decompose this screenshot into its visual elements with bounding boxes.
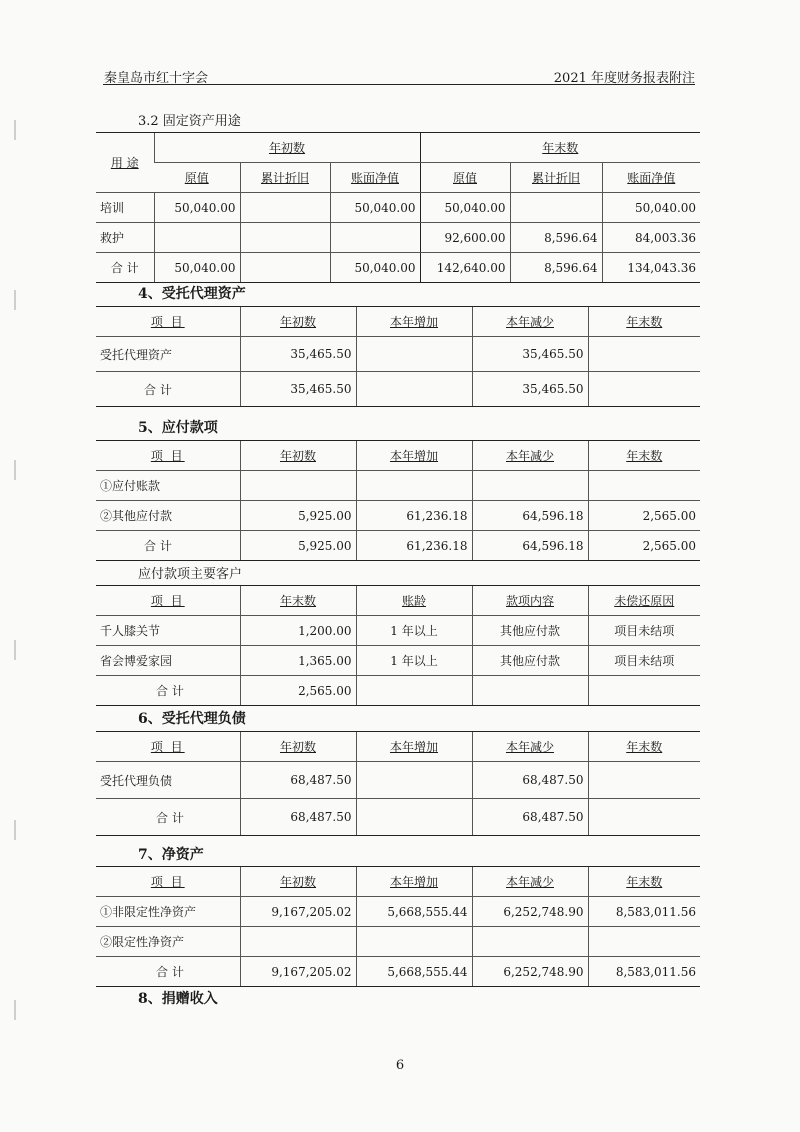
fixed-asset-use-table xyxy=(96,132,700,283)
section-title-3-2: 3.2 固定资产用途 xyxy=(138,114,241,129)
row-label: 合 计 xyxy=(96,957,240,987)
col-header: 账面净值 xyxy=(602,163,700,193)
row-label: 合 计 xyxy=(96,372,240,407)
col-header: 年末数 xyxy=(588,867,700,897)
table-row xyxy=(96,927,700,957)
cell-value xyxy=(588,676,700,706)
page-number: 6 xyxy=(395,1058,405,1073)
cell-value xyxy=(356,762,472,799)
cell-value: 50,040.00 xyxy=(602,193,700,223)
section-title-6: 6、受托代理负债 xyxy=(138,711,246,727)
cell-value: 50,040.00 xyxy=(154,253,240,283)
cell-value: 其他应付款 xyxy=(472,616,588,646)
col-header: 账面净值 xyxy=(330,163,420,193)
cell-value xyxy=(240,253,330,283)
cell-value: 2,565.00 xyxy=(588,501,700,531)
col-header: 项 目 xyxy=(96,441,240,471)
cell-value: 64,596.18 xyxy=(472,501,588,531)
col-header: 年末数 xyxy=(240,586,356,616)
table-total-row xyxy=(96,372,700,407)
col-header: 年初数 xyxy=(240,732,356,762)
cell-value: 68,487.50 xyxy=(240,762,356,799)
table-header-row xyxy=(96,133,700,163)
header-org: 秦皇岛市红十字会 xyxy=(104,71,209,86)
cell-value: 50,040.00 xyxy=(420,193,510,223)
col-group-begin: 年初数 xyxy=(154,133,420,163)
row-label: 千人膝关节 xyxy=(96,616,240,646)
cell-value xyxy=(588,372,700,407)
scan-margin-mark xyxy=(14,640,16,660)
cell-value: 6,252,748.90 xyxy=(472,957,588,987)
cell-value xyxy=(240,193,330,223)
cell-value xyxy=(588,799,700,836)
scan-margin-mark xyxy=(14,820,16,840)
table-row xyxy=(96,646,700,676)
cell-value: 其他应付款 xyxy=(472,646,588,676)
cell-value: 8,583,011.56 xyxy=(588,897,700,927)
net-assets-table xyxy=(96,866,700,987)
cell-value: 68,487.50 xyxy=(472,762,588,799)
cell-value: 9,167,205.02 xyxy=(240,957,356,987)
col-group-end: 年末数 xyxy=(420,133,700,163)
table-total-row xyxy=(96,957,700,987)
row-label: ①非限定性净资产 xyxy=(96,897,240,927)
cell-value: 35,465.50 xyxy=(240,337,356,372)
col-header: 年初数 xyxy=(240,307,356,337)
row-label: 救护 xyxy=(96,223,154,253)
cell-value: 64,596.18 xyxy=(472,531,588,561)
cell-value: 50,040.00 xyxy=(154,193,240,223)
table-subheader-row xyxy=(96,163,700,193)
cell-value xyxy=(356,337,472,372)
cell-value: 1,200.00 xyxy=(240,616,356,646)
cell-value: 2,565.00 xyxy=(588,531,700,561)
col-header: 原值 xyxy=(420,163,510,193)
col-header: 未偿还原因 xyxy=(588,586,700,616)
cell-value: 1 年以上 xyxy=(356,646,472,676)
cell-value xyxy=(356,471,472,501)
payables-table xyxy=(96,440,700,561)
row-label: 合 计 xyxy=(96,676,240,706)
table-row xyxy=(96,223,700,253)
cell-value: 8,596.64 xyxy=(510,253,602,283)
col-header: 本年减少 xyxy=(472,867,588,897)
cell-value xyxy=(240,471,356,501)
table-row xyxy=(96,501,700,531)
row-label: 受托代理资产 xyxy=(96,337,240,372)
table-header-row xyxy=(96,867,700,897)
col-header: 本年增加 xyxy=(356,307,472,337)
row-label: 培训 xyxy=(96,193,154,223)
section-title-5: 5、应付款项 xyxy=(138,420,218,436)
trust-liability-table xyxy=(96,731,700,836)
cell-value: 5,668,555.44 xyxy=(356,957,472,987)
col-header: 年末数 xyxy=(588,441,700,471)
cell-value: 6,252,748.90 xyxy=(472,897,588,927)
table-header-row xyxy=(96,586,700,616)
scan-margin-mark xyxy=(14,290,16,310)
col-header: 年末数 xyxy=(588,307,700,337)
col-header: 年初数 xyxy=(240,867,356,897)
cell-value: 5,668,555.44 xyxy=(356,897,472,927)
cell-value: 35,465.50 xyxy=(240,372,356,407)
col-header: 年初数 xyxy=(240,441,356,471)
table-row xyxy=(96,337,700,372)
col-header: 项 目 xyxy=(96,867,240,897)
col-header: 款项内容 xyxy=(472,586,588,616)
row-label: 合 计 xyxy=(96,799,240,836)
cell-value: 50,040.00 xyxy=(330,193,420,223)
header-doc-title: 2021 年度财务报表附注 xyxy=(553,71,695,86)
cell-value: 1 年以上 xyxy=(356,616,472,646)
cell-value: 5,925.00 xyxy=(240,501,356,531)
cell-value xyxy=(154,223,240,253)
col-header-use: 用 途 xyxy=(96,133,154,193)
cell-value: 84,003.36 xyxy=(602,223,700,253)
trust-asset-table xyxy=(96,306,700,407)
cell-value xyxy=(588,927,700,957)
col-header: 本年增加 xyxy=(356,732,472,762)
table-total-row xyxy=(96,799,700,836)
table-row xyxy=(96,897,700,927)
table-total-row xyxy=(96,531,700,561)
cell-value xyxy=(472,471,588,501)
header-rule xyxy=(103,84,695,85)
table-header-row xyxy=(96,732,700,762)
cell-value xyxy=(588,337,700,372)
cell-value xyxy=(240,223,330,253)
cell-value xyxy=(356,927,472,957)
cell-value: 8,596.64 xyxy=(510,223,602,253)
cell-value: 9,167,205.02 xyxy=(240,897,356,927)
col-header: 本年减少 xyxy=(472,307,588,337)
cell-value: 项目未结项 xyxy=(588,616,700,646)
col-header: 累计折旧 xyxy=(240,163,330,193)
cell-value: 项目未结项 xyxy=(588,646,700,676)
scan-margin-mark xyxy=(14,1000,16,1020)
cell-value xyxy=(588,762,700,799)
scan-margin-mark xyxy=(14,120,16,140)
cell-value xyxy=(510,193,602,223)
cell-value: 142,640.00 xyxy=(420,253,510,283)
cell-value: 68,487.50 xyxy=(240,799,356,836)
table-row xyxy=(96,762,700,799)
cell-value: 68,487.50 xyxy=(472,799,588,836)
col-header: 项 目 xyxy=(96,732,240,762)
cell-value: 35,465.50 xyxy=(472,372,588,407)
cell-value: 2,565.00 xyxy=(240,676,356,706)
section-title-4: 4、受托代理资产 xyxy=(138,286,246,302)
cell-value xyxy=(472,927,588,957)
row-label: ②其他应付款 xyxy=(96,501,240,531)
col-header: 项 目 xyxy=(96,307,240,337)
cell-value: 50,040.00 xyxy=(330,253,420,283)
col-header: 项 目 xyxy=(96,586,240,616)
section-title-payables-customers: 应付款项主要客户 xyxy=(138,567,243,582)
cell-value: 35,465.50 xyxy=(472,337,588,372)
row-label: 省会博爱家园 xyxy=(96,646,240,676)
table-total-row xyxy=(96,253,700,283)
table-row xyxy=(96,193,700,223)
cell-value xyxy=(356,372,472,407)
row-label: 合 计 xyxy=(96,253,154,283)
cell-value xyxy=(240,927,356,957)
cell-value: 134,043.36 xyxy=(602,253,700,283)
col-header: 账龄 xyxy=(356,586,472,616)
col-header: 原值 xyxy=(154,163,240,193)
table-row xyxy=(96,471,700,501)
cell-value xyxy=(356,676,472,706)
col-header: 累计折旧 xyxy=(510,163,602,193)
table-total-row xyxy=(96,676,700,706)
col-header: 本年减少 xyxy=(472,732,588,762)
cell-value xyxy=(330,223,420,253)
cell-value: 8,583,011.56 xyxy=(588,957,700,987)
cell-value xyxy=(588,471,700,501)
table-header-row xyxy=(96,307,700,337)
row-label: ②限定性净资产 xyxy=(96,927,240,957)
col-header: 本年增加 xyxy=(356,441,472,471)
row-label: 受托代理负债 xyxy=(96,762,240,799)
cell-value xyxy=(472,676,588,706)
cell-value: 1,365.00 xyxy=(240,646,356,676)
cell-value: 92,600.00 xyxy=(420,223,510,253)
cell-value xyxy=(356,799,472,836)
row-label: ①应付账款 xyxy=(96,471,240,501)
row-label: 合 计 xyxy=(96,531,240,561)
table-row xyxy=(96,616,700,646)
payables-customers-table xyxy=(96,585,700,706)
cell-value: 61,236.18 xyxy=(356,501,472,531)
table-header-row xyxy=(96,441,700,471)
col-header: 本年减少 xyxy=(472,441,588,471)
scan-margin-mark xyxy=(14,460,16,480)
col-header: 年末数 xyxy=(588,732,700,762)
cell-value: 61,236.18 xyxy=(356,531,472,561)
cell-value: 5,925.00 xyxy=(240,531,356,561)
col-header: 本年增加 xyxy=(356,867,472,897)
section-title-7: 7、净资产 xyxy=(138,847,204,863)
section-title-8: 8、捐赠收入 xyxy=(138,991,218,1007)
